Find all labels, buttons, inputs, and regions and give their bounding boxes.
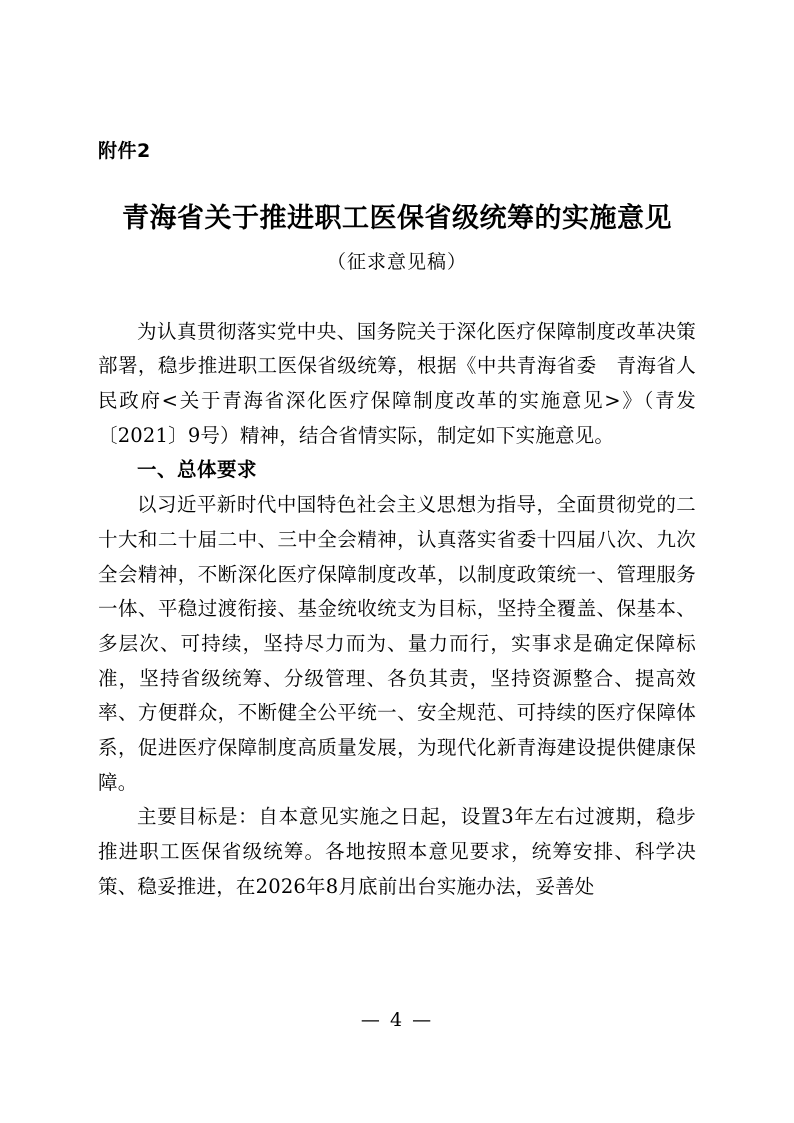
section-heading: 一、总体要求 [137, 458, 258, 482]
document-body [98, 315, 696, 905]
body-paragraph: 以习近平新时代中国特色社会主义思想为指导，全面贯彻党的二十大和二十届二中、三中全会精神，认真落实省委十四届八次、九次全会精神，不断深化医疗保障制度改革，以制度政策统一、管理服务一体、平稳过渡衔接、基金统收统支为目标，坚持全覆盖、保基本、多层次、可持续，坚持尽力而为、量力而行，实事求是确定保障标准，坚持省级统筹、分级管理、各负其责，坚持资源整合、提高效率、方便群众，不断健全公平统一、安全规范、可持续的医疗保障体系，促进医疗保障制度高质量发展，为现代化新青海建设提供健康保障。 [98, 493, 696, 794]
body-paragraph: 主要目标是：自本意见实施之日起，设置3年左右过渡期，稳步推进职工医保省级统筹。各地按照本意见要求，统筹安排、科学决策、稳妥推进，在2026年8月底前出台实施办法，妥善处 [98, 805, 696, 898]
document-content [98, 140, 696, 905]
attachment-label: 附件2 [98, 140, 151, 162]
page-number: — 4 — [360, 1009, 434, 1031]
document-subtitle: （征求意见稿） [326, 250, 467, 273]
body-paragraph: 为认真贯彻落实党中央、国务院关于深化医疗保障制度改革决策部署，稳步推进职工医保省级统筹，根据《中共青海省委 青海省人民政府<关于青海省深化医疗保障制度改革的实施意见>》（青发〔2021〕9号）精神，结合省情实际，制定如下实施意见。 [98, 319, 696, 447]
page-title: 青海省关于推进职工医保省级统筹的实施意见 [122, 202, 672, 234]
